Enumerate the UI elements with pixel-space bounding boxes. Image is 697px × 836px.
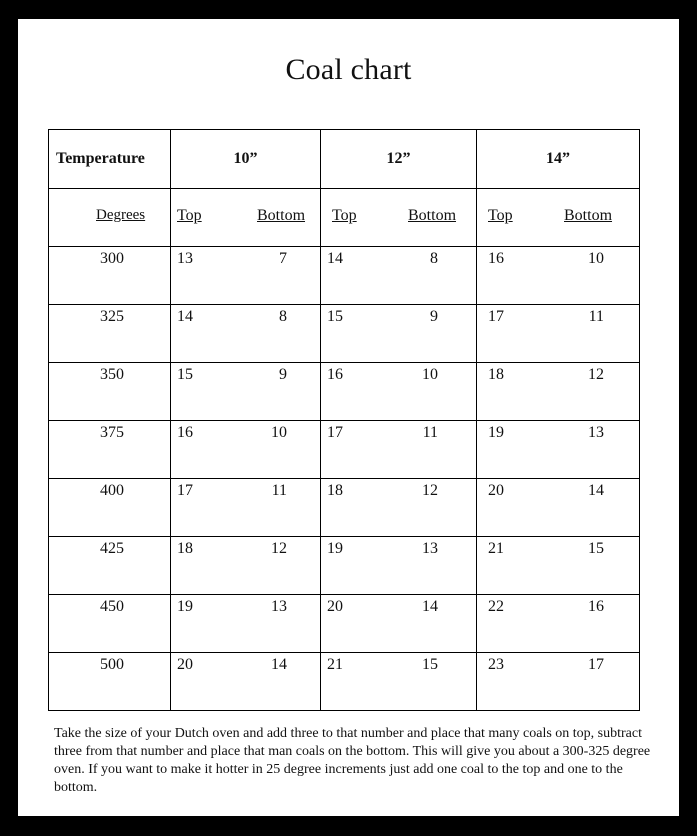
bottom-coals-value: 14 — [588, 482, 604, 499]
top-coals-value: 17 — [177, 482, 193, 499]
bottom-coals-value: 8 — [430, 250, 438, 267]
size-header-14: 14” — [477, 130, 640, 189]
temperature-value: 375 — [100, 424, 124, 441]
top-coals-value: 20 — [177, 656, 193, 673]
top-coals-value: 21 — [488, 540, 504, 557]
bottom-coals-value: 13 — [271, 598, 287, 615]
coal-cell — [477, 595, 640, 653]
table-row — [49, 479, 640, 537]
top-coals-value: 15 — [177, 366, 193, 383]
temperature-cell — [49, 363, 171, 421]
coal-cell — [477, 537, 640, 595]
table-row — [49, 247, 640, 305]
bottom-label: Bottom — [408, 207, 457, 224]
bottom-coals-value: 13 — [588, 424, 604, 441]
top-label: Top — [488, 207, 513, 224]
bottom-coals-value: 11 — [271, 482, 287, 499]
coal-chart-table — [48, 129, 640, 711]
temperature-value: 500 — [100, 656, 124, 673]
document-page — [18, 19, 679, 816]
bottom-coals-value: 14 — [422, 598, 438, 615]
coal-cell — [477, 653, 640, 711]
coal-cell — [477, 421, 640, 479]
table-row — [49, 421, 640, 479]
top-coals-value: 22 — [488, 598, 504, 615]
coal-cell — [171, 247, 321, 305]
table-row — [49, 653, 640, 711]
size-header-10: 10” — [171, 130, 321, 189]
top-coals-value: 18 — [488, 366, 504, 383]
coal-cell — [171, 479, 321, 537]
top-coals-value: 20 — [327, 598, 343, 615]
bottom-coals-value: 12 — [588, 366, 604, 383]
top-coals-value: 16 — [488, 250, 504, 267]
coal-cell — [321, 363, 477, 421]
top-coals-value: 16 — [177, 424, 193, 441]
coal-cell — [321, 247, 477, 305]
top-coals-value: 19 — [327, 540, 343, 557]
top-coals-value: 14 — [327, 250, 343, 267]
instructions-note: Take the size of your Dutch oven and add three to that number and place that many coals on top, subtract three from that number and place that man coals on the bottom. This will give you about a 300-325 degree oven. If you want to make it hotter in 25 degree increments just add one coal to the top and one to the bottom. — [54, 726, 651, 795]
subheader-row — [49, 189, 640, 247]
temperature-value: 300 — [100, 250, 124, 267]
top-coals-value: 20 — [488, 482, 504, 499]
coal-cell — [171, 363, 321, 421]
temperature-cell — [49, 247, 171, 305]
temperature-value: 325 — [100, 308, 124, 325]
coal-cell — [321, 305, 477, 363]
bottom-coals-value: 16 — [588, 598, 604, 615]
temperature-cell — [49, 537, 171, 595]
coal-cell — [477, 479, 640, 537]
degrees-header-cell — [49, 189, 171, 247]
coal-cell — [171, 595, 321, 653]
temperature-value: 350 — [100, 366, 124, 383]
degrees-label: Degrees — [96, 207, 146, 223]
table-row — [49, 595, 640, 653]
bottom-coals-value: 12 — [422, 482, 438, 499]
top-coals-value: 13 — [177, 250, 193, 267]
top-coals-value: 19 — [488, 424, 504, 441]
coal-cell — [321, 421, 477, 479]
bottom-coals-value: 7 — [279, 250, 287, 267]
top-coals-value: 21 — [327, 656, 343, 673]
bottom-coals-value: 10 — [271, 424, 287, 441]
header-row — [49, 130, 640, 189]
coal-cell — [171, 421, 321, 479]
bottom-coals-value: 11 — [588, 308, 604, 325]
bottom-coals-value: 17 — [588, 656, 604, 673]
bottom-coals-value: 11 — [422, 424, 438, 441]
temperature-cell — [49, 305, 171, 363]
bottom-coals-value: 10 — [422, 366, 438, 383]
bottom-coals-value: 15 — [422, 656, 438, 673]
bottom-coals-value: 14 — [271, 656, 287, 673]
temperature-value: 425 — [100, 540, 124, 557]
table-row — [49, 305, 640, 363]
table-row — [49, 537, 640, 595]
coal-cell — [321, 595, 477, 653]
bottom-coals-value: 8 — [279, 308, 287, 325]
coal-cell — [477, 305, 640, 363]
top-coals-value: 23 — [488, 656, 504, 673]
bottom-coals-value: 9 — [430, 308, 438, 325]
temperature-cell — [49, 653, 171, 711]
top-coals-value: 18 — [177, 540, 193, 557]
temperature-cell — [49, 421, 171, 479]
bottom-label: Bottom — [564, 207, 613, 224]
top-coals-value: 19 — [177, 598, 193, 615]
coal-cell — [171, 537, 321, 595]
temperature-value: 450 — [100, 598, 124, 615]
top-label: Top — [332, 207, 357, 224]
temperature-cell — [49, 479, 171, 537]
coal-cell — [171, 305, 321, 363]
temperature-cell — [49, 595, 171, 653]
top-coals-value: 18 — [327, 482, 343, 499]
coal-cell — [477, 363, 640, 421]
bottom-coals-value: 15 — [588, 540, 604, 557]
coal-cell — [171, 653, 321, 711]
temperature-header: Temperature — [49, 130, 171, 189]
coal-cell — [321, 537, 477, 595]
top-coals-value: 14 — [177, 308, 193, 325]
coal-cell — [321, 653, 477, 711]
top-coals-value: 17 — [327, 424, 343, 441]
subheader-cell-14 — [477, 189, 640, 247]
bottom-label: Bottom — [257, 207, 306, 224]
bottom-coals-value: 9 — [279, 366, 287, 383]
table-row — [49, 363, 640, 421]
size-header-12: 12” — [321, 130, 477, 189]
top-coals-value: 15 — [327, 308, 343, 325]
bottom-coals-value: 13 — [422, 540, 438, 557]
subheader-cell-10 — [171, 189, 321, 247]
coal-cell — [477, 247, 640, 305]
bottom-coals-value: 12 — [271, 540, 287, 557]
coal-cell — [321, 479, 477, 537]
top-label: Top — [177, 207, 202, 224]
temperature-value: 400 — [100, 482, 124, 499]
top-coals-value: 16 — [327, 366, 343, 383]
page-title: Coal chart — [285, 53, 412, 86]
top-coals-value: 17 — [488, 308, 504, 325]
bottom-coals-value: 10 — [588, 250, 604, 267]
subheader-cell-12 — [321, 189, 477, 247]
